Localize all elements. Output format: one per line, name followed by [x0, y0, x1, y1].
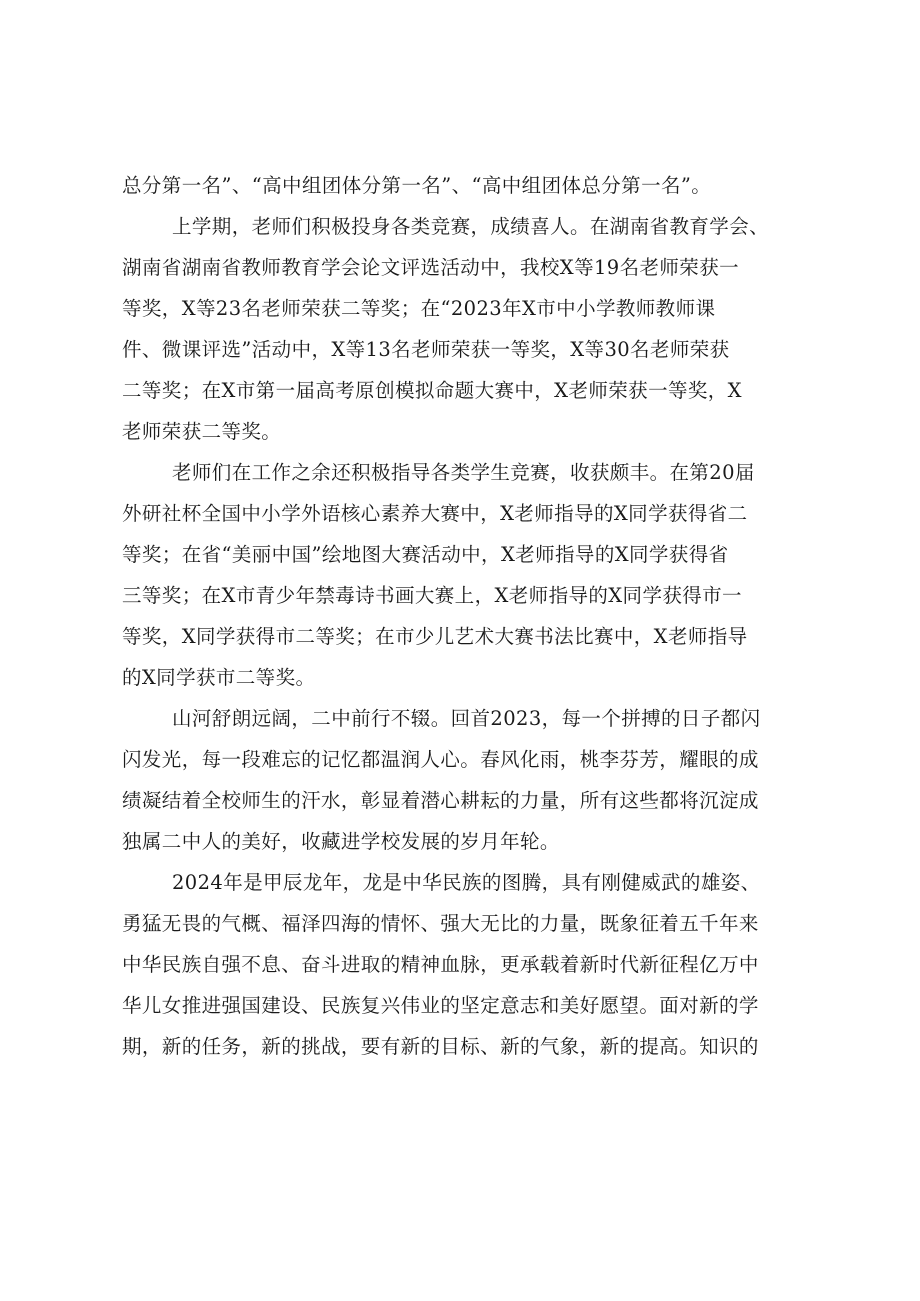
text-line: 等奖；在省“美丽中国”绘地图大赛活动中，X老师指导的X同学获得省: [122, 543, 729, 566]
text-line: 勇猛无畏的气概、福泽四海的情怀、强大无比的力量，既象征着五千年来: [122, 912, 759, 935]
text-line: 件、微课评选”活动中，X等13名老师荣获一等奖，X等30名老师荣获: [122, 338, 730, 361]
document-body: [122, 165, 822, 1067]
text-line: 三等奖；在X市青少年禁毒诗书画大赛上，X老师指导的X同学获得市一: [122, 584, 742, 607]
text-line: 独属二中人的美好，收藏进学校发展的岁月年轮。: [122, 830, 560, 853]
text-line: 老师们在工作之余还积极指导各类学生竞赛，收获颇丰。在第20届: [172, 461, 755, 484]
text-line: 总分第一名”、“高中组团体分第一名”、“高中组团体总分第一名”。: [122, 174, 712, 197]
text-line: 闪发光，每一段难忘的记忆都温润人心。春风化雨，桃李芬芳，耀眼的成: [122, 748, 759, 771]
text-line: 老师荣获二等奖。: [122, 420, 282, 443]
text-line: 等奖，X等23名老师荣获二等奖；在“2023年X市中小学教师教师课: [122, 297, 716, 320]
text-line: 绩凝结着全校师生的汗水，彰显着潜心耕耘的力量，所有这些都将沉淀成: [122, 789, 759, 812]
text-line: 等奖，X同学获得市二等奖；在市少儿艺术大赛书法比赛中，X老师指导: [122, 625, 748, 648]
text-line: 期，新的任务，新的挑战，要有新的目标、新的气象，新的提高。知识的: [122, 1035, 759, 1058]
text-line: 2024年是甲辰龙年，龙是中华民族的图腾，具有刚健威武的雄姿、: [172, 871, 761, 894]
paragraph-4: [122, 698, 822, 862]
text-line: 上学期，老师们积极投身各类竞赛，成绩喜人。在湖南省教育学会、: [172, 215, 770, 238]
text-line: 山河舒朗远阔，二中前行不辍。回首2023，每一个拼搏的日子都闪: [172, 707, 761, 730]
text-line: 二等奖；在X市第一届高考原创模拟命题大赛中，X老师荣获一等奖，X: [122, 379, 742, 402]
paragraph-5: [122, 862, 822, 1067]
text-line: 湖南省湖南省教师教育学会论文评选活动中，我校X等19名老师荣获一: [122, 256, 739, 279]
text-line: 的X同学获市二等奖。: [122, 666, 316, 689]
paragraph-2: [122, 206, 822, 452]
paragraph-3: [122, 452, 822, 698]
text-line: 外研社杯全国中小学外语核心素养大赛中，X老师指导的X同学获得省二: [122, 502, 748, 525]
text-line: 华儿女推进强国建设、民族复兴伟业的坚定意志和美好愿望。面对新的学: [122, 994, 759, 1017]
text-line: 中华民族自强不息、奋斗进取的精神血脉，更承载着新时代新征程亿万中: [122, 953, 759, 976]
paragraph-1: [122, 165, 822, 206]
